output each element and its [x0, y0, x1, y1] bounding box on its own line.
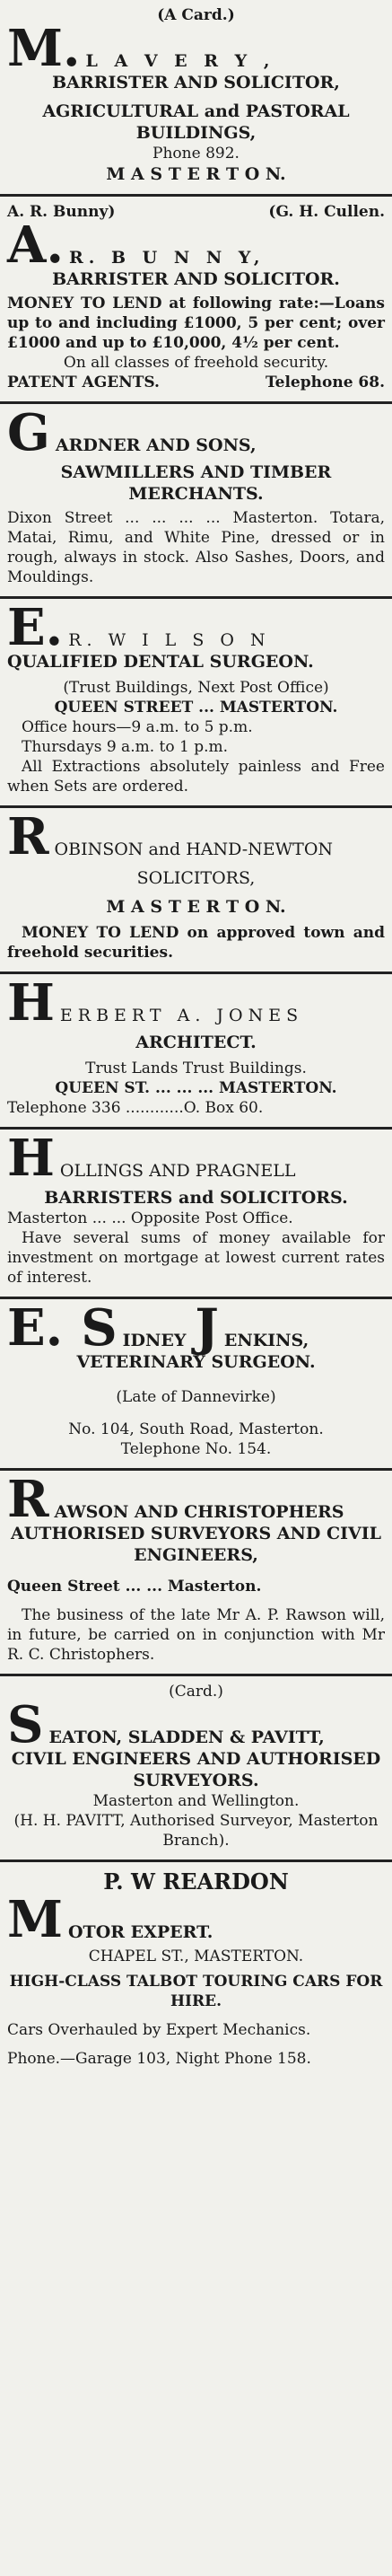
- drop-initial: S: [7, 1695, 44, 1754]
- patent-label: PATENT AGENTS.: [7, 374, 160, 391]
- card-money: MONEY TO LEND at following rate:—Loans up to and including £1000, 5 per cent; over £1000 and up to £10,000, 4½ per cent.: [7, 295, 385, 352]
- card-heading: [7, 973, 385, 1033]
- card-address: CHAPEL ST., MASTERTON.: [88, 1947, 304, 1965]
- card-tag: (Card.): [169, 1683, 223, 1701]
- card-line1: (Trust Buildings, Next Post Office): [63, 679, 329, 697]
- card-town: M A S T E R T O N.: [106, 164, 286, 184]
- card-line2: QUEEN ST. ... ... ... MASTERTON.: [55, 1079, 337, 1097]
- card-heading: [7, 598, 385, 657]
- card-heading: [7, 1695, 385, 1754]
- drop-initial: M: [7, 1890, 63, 1949]
- card-address: Queen Street ... ... Masterton.: [7, 1578, 262, 1596]
- card-jenkins: [7, 1299, 385, 1468]
- card-heading: [7, 807, 385, 866]
- card-heading: [7, 19, 385, 78]
- card-address: No. 104, South Road, Masterton.: [68, 1420, 324, 1438]
- card-security: On all classes of freehold security.: [63, 354, 329, 372]
- card-telephone: Telephone 68.: [265, 374, 385, 391]
- card-towns: Masterton and Wellington.: [92, 1792, 300, 1810]
- card-line2: QUEEN STREET ... MASTERTON.: [54, 699, 338, 717]
- card-building: AGRICULTURAL and PASTORAL BUILDINGS,: [42, 101, 350, 143]
- card-bunny: [7, 197, 385, 401]
- drop-initial-s: S: [81, 1298, 118, 1358]
- card-body: MONEY TO LEND on approved town and freehold securities.: [7, 924, 385, 962]
- card-seaton: [7, 1676, 385, 1859]
- card-overhaul: Cars Overhauled by Expert Mechanics.: [7, 2021, 311, 2039]
- card-heading: [7, 1298, 385, 1358]
- card-cars: HIGH-CLASS TALBOT TOURING CARS FOR HIRE.: [9, 1973, 383, 2010]
- drop-initial-e: E.: [7, 1298, 64, 1358]
- card-telephone: Telephone No. 154.: [120, 1440, 272, 1458]
- card-title: BARRISTER AND SOLICITOR,: [52, 73, 340, 92]
- card-title: BARRISTERS and SOLICITORS.: [44, 1188, 348, 1208]
- card-late: (Late of Dannevirke): [116, 1388, 276, 1406]
- card-name: EATON, SLADDEN & PAVITT,: [48, 1728, 325, 1747]
- card-body: The business of the late Mr A. P. Rawson will, in future, be carried on in conjunction with Mr R. C. Christophers.: [7, 1606, 385, 1664]
- card-reardon: [7, 1862, 385, 2078]
- card-title: AUTHORISED SURVEYORS AND CIVIL ENGINEERS,: [11, 1524, 381, 1565]
- card-rawson: [7, 1471, 385, 1674]
- card-title: SAWMILLERS AND TIMBER MERCHANTS.: [60, 462, 332, 504]
- card-tag: (A Card.): [157, 6, 235, 24]
- card-body: Have several sums of money available for investment on mortgage at lowest current rates of interest.: [7, 1229, 385, 1287]
- card-town: M A S T E R T O N.: [106, 897, 286, 917]
- card-phone: Phone.—Garage 103, Night Phone 158.: [7, 2050, 311, 2068]
- card-heading: [7, 1890, 385, 1949]
- card-name: OLLINGS AND PRAGNELL: [59, 1161, 296, 1181]
- partner-right: (G. H. Cullen.: [268, 203, 385, 221]
- name-middle: IDNEY: [122, 1331, 187, 1350]
- drop-initial: E.: [7, 598, 64, 657]
- card-title: OTOR EXPERT.: [68, 1922, 213, 1942]
- card-heading: [7, 1470, 385, 1529]
- drop-initial: M.: [7, 19, 81, 78]
- card-name: L A V E R Y ,: [85, 51, 275, 71]
- card-title: VETERINARY SURGEON.: [76, 1352, 316, 1372]
- card-heading: [7, 1129, 385, 1188]
- card-title: SOLICITORS,: [136, 868, 256, 888]
- partner-row: [7, 202, 385, 222]
- drop-initial: R: [7, 807, 49, 866]
- card-body: (H. H. PAVITT, Authorised Surveyor, Masterton Branch).: [13, 1812, 379, 1850]
- card-wilson: [7, 599, 385, 805]
- card-name: R. B U N N Y,: [68, 248, 266, 268]
- card-name: R. W I L S O N: [68, 630, 271, 650]
- card-line1: Trust Lands Trust Buildings.: [85, 1059, 307, 1077]
- partner-left: A. R. Bunny): [7, 203, 116, 221]
- card-robinson: [7, 808, 385, 971]
- drop-initial: A.: [7, 215, 64, 275]
- card-phone: Phone 892.: [152, 145, 240, 163]
- drop-initial-j: J: [195, 1298, 219, 1358]
- card-title: CIVIL ENGINEERS AND AUTHORISED SURVEYORS.: [11, 1749, 381, 1790]
- card-body: All Extractions absolutely painless and Free when Sets are ordered.: [7, 758, 385, 796]
- card-hours2: Thursdays 9 a.m. to 1 p.m.: [22, 738, 229, 756]
- card-body: Dixon Street ... ... ... ... Masterton. Totara, Matai, Rimu, and White Pine, dressed or in rough, always in stock. Also Sashes, Doors, and Mouldings.: [7, 509, 385, 586]
- card-name: P. W REARDON: [103, 1868, 289, 1895]
- card-name: ARDNER AND SONS,: [55, 435, 257, 455]
- card-lavery: [7, 0, 385, 194]
- card-title: BARRISTER AND SOLICITOR.: [52, 269, 340, 289]
- card-jones: [7, 974, 385, 1127]
- card-heading: [7, 403, 385, 462]
- drop-initial: R: [7, 1470, 49, 1529]
- card-address: Masterton ... ... Opposite Post Office.: [7, 1209, 293, 1227]
- card-name: AWSON AND CHRISTOPHERS: [54, 1502, 344, 1522]
- card-telephone: Telephone 336 ............O. Box 60.: [7, 1099, 264, 1117]
- patent-row: [7, 373, 385, 392]
- card-title: ARCHITECT.: [135, 1033, 257, 1052]
- card-name: OBINSON and HAND-NEWTON: [54, 840, 334, 859]
- card-hours1: Office hours—9 a.m. to 5 p.m.: [22, 718, 253, 736]
- card-name: ERBERT A. JONES: [59, 1006, 304, 1025]
- card-name: ENKINS,: [223, 1331, 309, 1350]
- drop-initial: H: [7, 973, 55, 1033]
- card-heading: [7, 215, 385, 275]
- card-gardner: [7, 404, 385, 596]
- card-title: QUALIFIED DENTAL SURGEON.: [7, 652, 314, 672]
- drop-initial: G: [7, 403, 50, 462]
- drop-initial: H: [7, 1129, 55, 1188]
- card-hollings: [7, 1130, 385, 1297]
